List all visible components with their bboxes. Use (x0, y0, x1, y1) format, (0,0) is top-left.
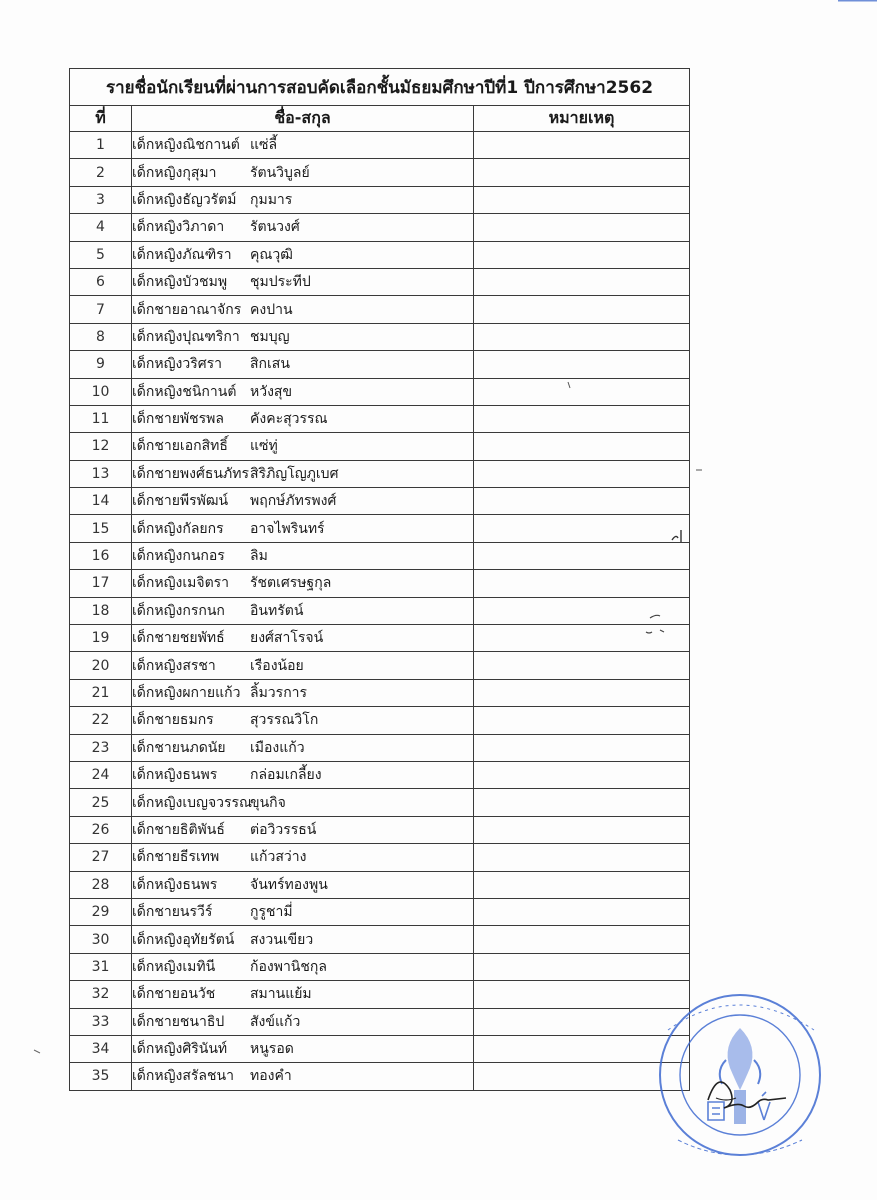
student-remark (474, 186, 690, 213)
student-number: 25 (70, 789, 132, 816)
student-name (132, 405, 474, 432)
table-row (70, 1008, 690, 1035)
student-first-name: เด็กชายอาณาจักร (132, 301, 242, 318)
school-seal-icon (648, 990, 832, 1160)
table-row (70, 898, 690, 925)
student-name (132, 625, 474, 652)
student-remark (474, 433, 690, 460)
student-first-name: เด็กหญิงบัวชมพู (132, 274, 228, 291)
student-last-name: สิกเสน (250, 356, 290, 373)
table-row (70, 844, 690, 871)
student-first-name: เด็กหญิงกัลยกร (132, 520, 224, 537)
header-remark: หมายเหตุ (474, 106, 690, 132)
student-first-name: เด็กหญิงอุทัยรัตน์ (132, 931, 235, 948)
student-remark (474, 515, 690, 542)
student-number: 18 (70, 597, 132, 624)
student-number: 12 (70, 433, 132, 460)
header-row (70, 106, 690, 132)
student-remark (474, 926, 690, 953)
student-first-name: เด็กหญิงปุณฑริกา (132, 328, 240, 345)
student-first-name: เด็กชายธมกร (132, 712, 214, 729)
student-name (132, 159, 474, 186)
student-first-name: เด็กชายนภดนัย (132, 739, 226, 756)
student-last-name: สุวรรณวิโก (250, 712, 319, 729)
student-name (132, 378, 474, 405)
table-row (70, 789, 690, 816)
student-number: 30 (70, 926, 132, 953)
student-number: 15 (70, 515, 132, 542)
student-remark (474, 542, 690, 569)
student-number: 33 (70, 1008, 132, 1035)
student-last-name: คังคะสุวรรณ (250, 411, 328, 428)
student-first-name: เด็กหญิงชนิกานต์ (132, 383, 237, 400)
student-name (132, 186, 474, 213)
table-row (70, 241, 690, 268)
student-first-name: เด็กชายอนวัช (132, 986, 216, 1003)
student-remark (474, 844, 690, 871)
student-number: 2 (70, 159, 132, 186)
student-remark (474, 871, 690, 898)
student-number: 34 (70, 1035, 132, 1062)
student-number: 24 (70, 761, 132, 788)
student-name (132, 488, 474, 515)
student-remark (474, 351, 690, 378)
student-number: 7 (70, 296, 132, 323)
table-row (70, 981, 690, 1008)
student-name (132, 1035, 474, 1062)
student-remark (474, 707, 690, 734)
student-remark (474, 761, 690, 788)
student-number: 31 (70, 953, 132, 980)
student-name (132, 1063, 474, 1090)
student-first-name: เด็กหญิงวิภาดา (132, 219, 225, 236)
student-remark (474, 323, 690, 350)
document-title: รายชื่อนักเรียนที่ผ่านการสอบคัดเลือกชั้นมัธยมศึกษาปีที่1 ปีการศึกษา2562 (70, 69, 690, 106)
student-last-name: หนูรอด (250, 1041, 294, 1058)
student-number: 17 (70, 570, 132, 597)
student-number: 16 (70, 542, 132, 569)
student-first-name: เด็กชายธีรเทพ (132, 849, 220, 866)
student-first-name: เด็กหญิงกนกอร (132, 548, 225, 565)
student-first-name: เด็กหญิงสรัลชนา (132, 1068, 234, 1085)
student-rows (70, 132, 690, 1091)
student-last-name: กุมมาร (250, 191, 293, 208)
table-row (70, 734, 690, 761)
student-number: 35 (70, 1063, 132, 1090)
student-first-name: เด็กหญิงเบญจวรรณ (132, 794, 253, 811)
student-name (132, 570, 474, 597)
student-first-name: เด็กชายชยพัทธ์ (132, 630, 225, 647)
table-row (70, 488, 690, 515)
student-name (132, 816, 474, 843)
table-row (70, 707, 690, 734)
student-number: 9 (70, 351, 132, 378)
student-last-name: สมานแย้ม (250, 986, 312, 1003)
table-row (70, 570, 690, 597)
table-row (70, 542, 690, 569)
student-number: 3 (70, 186, 132, 213)
student-remark (474, 679, 690, 706)
student-remark (474, 625, 690, 652)
student-remark (474, 488, 690, 515)
student-number: 32 (70, 981, 132, 1008)
student-last-name: แก้วสว่าง (250, 849, 307, 866)
student-first-name: เด็กหญิงธนพร (132, 767, 218, 784)
table-row (70, 132, 690, 159)
student-number: 5 (70, 241, 132, 268)
table-row (70, 761, 690, 788)
table-row (70, 953, 690, 980)
student-number: 8 (70, 323, 132, 350)
student-number: 4 (70, 214, 132, 241)
student-number: 22 (70, 707, 132, 734)
table-row (70, 625, 690, 652)
student-last-name: กูรูชามี่ (250, 904, 293, 921)
student-remark (474, 405, 690, 432)
student-last-name: อาจไพรินทร์ (250, 520, 325, 537)
student-remark (474, 378, 690, 405)
student-first-name: เด็กชายพีรพัฒน์ (132, 493, 229, 510)
student-name (132, 898, 474, 925)
header-name: ชื่อ-สกุล (132, 106, 474, 132)
student-remark (474, 296, 690, 323)
table-row (70, 1063, 690, 1090)
student-last-name: แซ่ลี้ (250, 137, 278, 154)
student-name (132, 652, 474, 679)
student-last-name: อินทรัตน์ (250, 602, 304, 619)
student-name (132, 926, 474, 953)
student-name (132, 351, 474, 378)
student-name (132, 132, 474, 159)
student-first-name: เด็กชายเอกสิทธิ์ (132, 438, 228, 455)
student-name (132, 241, 474, 268)
student-last-name: ต่อวิวรรธน์ (250, 821, 317, 838)
student-name (132, 323, 474, 350)
student-first-name: เด็กหญิงเมจิตรา (132, 575, 230, 592)
table-row (70, 1035, 690, 1062)
student-first-name: เด็กชายพัชรพล (132, 411, 224, 428)
student-remark (474, 241, 690, 268)
student-number: 1 (70, 132, 132, 159)
student-first-name: เด็กหญิงศิรินันท์ (132, 1041, 228, 1058)
student-first-name: เด็กหญิงวริศรา (132, 356, 222, 373)
student-last-name: สิริภิญโญภูเบศ (250, 465, 339, 482)
student-number: 28 (70, 871, 132, 898)
title-row (70, 69, 690, 106)
table-row (70, 652, 690, 679)
student-last-name: รัตนวงศ์ (250, 219, 300, 236)
table-row (70, 816, 690, 843)
student-last-name: เมืองแก้ว (250, 739, 305, 756)
student-first-name: เด็กหญิงเมทินี (132, 958, 216, 975)
table-row (70, 926, 690, 953)
student-name (132, 1008, 474, 1035)
student-remark (474, 953, 690, 980)
student-number: 21 (70, 679, 132, 706)
student-number: 13 (70, 460, 132, 487)
student-first-name: เด็กหญิงธนพร (132, 876, 218, 893)
student-remark (474, 214, 690, 241)
student-last-name: ขุนกิจ (250, 794, 286, 811)
student-name (132, 214, 474, 241)
table-row (70, 871, 690, 898)
student-name (132, 268, 474, 295)
student-remark (474, 460, 690, 487)
student-last-name: คงปาน (250, 301, 293, 318)
student-last-name: กล่อมเกลี้ยง (250, 767, 322, 784)
table-row (70, 515, 690, 542)
student-number: 29 (70, 898, 132, 925)
student-number: 27 (70, 844, 132, 871)
student-first-name: เด็กชายธิติพันธ์ (132, 821, 225, 838)
table-row (70, 405, 690, 432)
student-remark (474, 734, 690, 761)
student-first-name: เด็กหญิงสรชา (132, 657, 216, 674)
student-remark (474, 159, 690, 186)
student-name (132, 296, 474, 323)
table-row (70, 460, 690, 487)
student-last-name: ชุมประทีป (250, 274, 311, 291)
student-name (132, 597, 474, 624)
student-last-name: ชมบุญ (250, 328, 290, 345)
student-last-name: ยงศ์สาโรจน์ (250, 630, 324, 647)
table-row (70, 323, 690, 350)
header-number: ที่ (70, 106, 132, 132)
student-number: 19 (70, 625, 132, 652)
table-row (70, 214, 690, 241)
student-last-name: รัชตเศรษฐกุล (250, 575, 332, 592)
student-last-name: รัตนวิบูลย์ (250, 164, 310, 181)
student-remark (474, 816, 690, 843)
student-remark (474, 898, 690, 925)
student-name (132, 789, 474, 816)
student-number: 20 (70, 652, 132, 679)
student-name (132, 679, 474, 706)
student-last-name: จันทร์ทองพูน (250, 876, 328, 893)
student-remark (474, 789, 690, 816)
student-first-name: เด็กชายพงศ์ธนภัทร (132, 465, 249, 482)
student-last-name: ลิม (250, 548, 268, 565)
student-first-name: เด็กหญิงภัณฑิรา (132, 246, 232, 263)
student-name (132, 981, 474, 1008)
student-last-name: สังข์แก้ว (250, 1013, 301, 1030)
student-name (132, 707, 474, 734)
table-row (70, 679, 690, 706)
table-row (70, 296, 690, 323)
table-row (70, 597, 690, 624)
table-row (70, 351, 690, 378)
student-last-name: ก้องพานิชกุล (250, 958, 327, 975)
student-list-table (69, 68, 690, 1091)
student-first-name: เด็กหญิงกรกนก (132, 602, 225, 619)
student-remark (474, 570, 690, 597)
student-name (132, 433, 474, 460)
student-name (132, 515, 474, 542)
student-first-name: เด็กหญิงธัญวรัตม์ (132, 191, 237, 208)
student-first-name: เด็กชายนรวีร์ (132, 904, 213, 921)
table-row (70, 186, 690, 213)
student-number: 26 (70, 816, 132, 843)
student-number: 14 (70, 488, 132, 515)
student-last-name: คุณวุฒิ (250, 246, 293, 263)
student-last-name: ลิ้มวรการ (250, 685, 308, 701)
student-number: 23 (70, 734, 132, 761)
table-row (70, 159, 690, 186)
student-last-name: หวังสุข (250, 383, 293, 400)
student-remark (474, 268, 690, 295)
student-last-name: พฤกษ์ภัทรพงศ์ (250, 493, 337, 510)
student-last-name: สงวนเขียว (250, 931, 314, 948)
student-name (132, 953, 474, 980)
table-row (70, 268, 690, 295)
table-row (70, 378, 690, 405)
student-name (132, 871, 474, 898)
student-last-name: ทองคำ (250, 1068, 292, 1085)
student-remark (474, 132, 690, 159)
student-last-name: เรืองน้อย (250, 657, 304, 674)
student-number: 11 (70, 405, 132, 432)
student-name (132, 844, 474, 871)
student-name (132, 761, 474, 788)
student-first-name: เด็กหญิงณิชกานต์ (132, 137, 240, 154)
student-name (132, 734, 474, 761)
student-remark (474, 652, 690, 679)
student-last-name: แซ่ทู่ (250, 438, 278, 455)
student-number: 6 (70, 268, 132, 295)
student-first-name: เด็กหญิงกุสุมา (132, 164, 217, 181)
student-number: 10 (70, 378, 132, 405)
table-row (70, 433, 690, 460)
student-name (132, 542, 474, 569)
student-name (132, 460, 474, 487)
student-first-name: เด็กหญิงผกายแก้ว (132, 685, 241, 701)
student-first-name: เด็กชายชนาธิป (132, 1013, 225, 1030)
student-remark (474, 597, 690, 624)
